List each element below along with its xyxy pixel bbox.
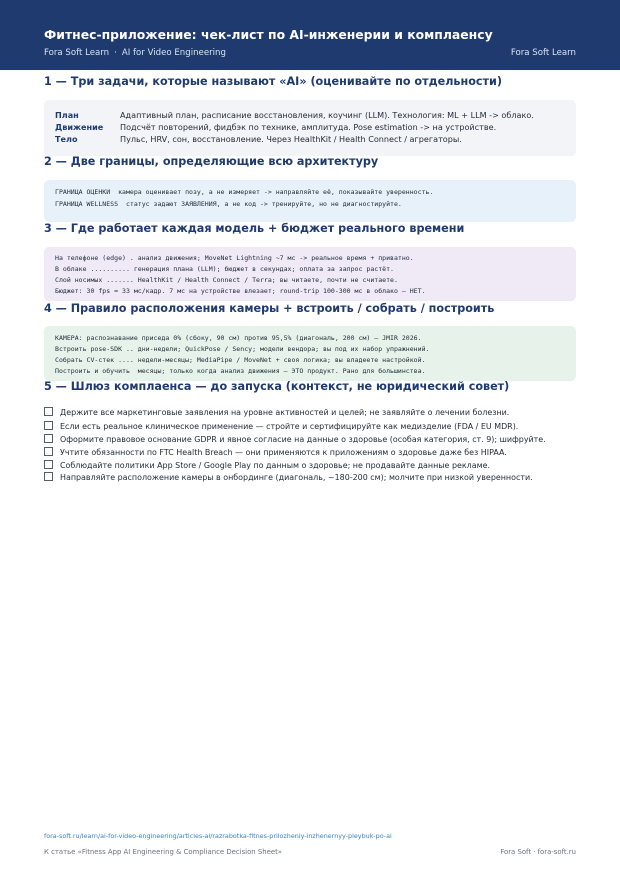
checklist-item-text: Учтите обязанности по FTC Health Breach — они применяются к приложениям о здоровье даже без HIPAA. [60, 448, 507, 457]
definition-row-movement [55, 122, 496, 132]
section-3-heading: 3 — Где работает каждая модель + бюджет реального времени [44, 222, 465, 235]
checkbox[interactable] [44, 472, 53, 481]
footer-brand: Fora Soft · fora-soft.ru [500, 848, 576, 856]
section-1-box [44, 100, 576, 156]
model-placement-line: На телефоне (edge) . анализ движения; MoveNet Lightning ~7 мс -> реальное время + приватно. [55, 254, 414, 262]
checklist-item[interactable] [44, 460, 490, 470]
header-brand: Fora Soft Learn [510, 48, 576, 58]
section-4-heading: 4 — Правило расположения камеры + встроить / собрать / построить [44, 302, 495, 315]
section-2-box [44, 180, 576, 222]
checkbox[interactable] [44, 434, 53, 443]
definition-desc: Адаптивный план, расписание восстановления, коучинг (LLM). Технология: ML + LLM -> облако. [120, 110, 534, 120]
boundary-line: ГРАНИЦА WELLNESS статус задают ЗАЯВЛЕНИЯ, а не код -> тренируйте, но не диагностируйте. [55, 200, 402, 208]
checklist-item[interactable] [44, 472, 533, 482]
checklist-item[interactable] [44, 407, 509, 417]
checklist-item[interactable] [44, 421, 518, 431]
page-title: Фитнес-приложение: чек-лист по AI-инженерии и комплаенсу [44, 27, 493, 42]
definition-term: План [55, 110, 79, 120]
checkbox[interactable] [44, 421, 53, 430]
header-subtitle [44, 48, 226, 58]
section-2-heading: 2 — Две границы, определяющие всю архитектуру [44, 155, 379, 168]
subtitle-separator: · [114, 48, 117, 58]
checklist-item-text: Соблюдайте политики App Store / Google Play по данным о здоровье; не продавайте данные рекламе. [60, 461, 491, 470]
definition-desc: Подсчёт повторений, фидбэк по технике, амплитуда. Pose estimation -> на устройстве. [120, 122, 497, 132]
checkbox[interactable] [44, 447, 53, 456]
section-4-box [44, 326, 576, 381]
checklist-item[interactable] [44, 447, 507, 457]
definition-term: Движение [55, 122, 104, 132]
checkbox[interactable] [44, 460, 53, 469]
checklist-item-text: Если есть реальное клиническое применение — стройте и сертифицируйте как медизделие (FDA / EU MDR). [60, 422, 519, 431]
footer-article-ref: К статье «Fitness App AI Engineering & Compliance Decision Sheet» [44, 848, 282, 856]
definition-row-plan [55, 110, 534, 120]
source-link[interactable]: fora-soft.ru/learn/ai-for-video-engineering/articles-ai/razrabotka-fitnes-prilozheniy-inzhenernyy-pleybuk-po-ai [44, 832, 392, 840]
checklist-item-text: Направляйте расположение камеры в онбординге (диагональ, ~180-200 см); молчите при низкой уверенности. [60, 473, 533, 482]
model-placement-line: Слой носимых ....... HealthKit / Health Connect / Terra; вы читаете, почти не считаете. [55, 276, 398, 284]
section-5-heading: 5 — Шлюз комплаенса — до запуска (контекст, не юридический совет) [44, 380, 510, 393]
page-header [0, 0, 620, 70]
section-1-heading: 1 — Три задачи, которые называют «AI» (оценивайте по отдельности) [44, 75, 502, 88]
section-3-box [44, 247, 576, 301]
boundary-line: ГРАНИЦА ОЦЕНКИ камера оценивает позу, а не измеряет -> направляйте её, показывайте уверенность. [55, 188, 434, 196]
subtitle-topic: AI for Video Engineering [121, 48, 226, 58]
definition-desc: Пульс, HRV, сон, восстановление. Через HealthKit / Health Connect / агрегаторы. [120, 134, 462, 144]
build-option-line: Встроить pose-SDK .. дни-недели; QuickPose / Sency; модели вендора; вы под их набор упражнений. [55, 345, 430, 353]
definition-row-body [55, 134, 462, 144]
checklist-item[interactable] [44, 434, 546, 444]
definition-term: Тело [55, 134, 78, 144]
camera-rule-line: КАМЕРА: распознавание приседа 0% (сбоку, 90 см) против 95,5% (диагональ, 200 см) — JMIR 2026. [55, 334, 422, 342]
build-option-line: Построить и обучить месяцы; только когда анализ движения — ЭТО продукт. Рано для большинства. [55, 367, 426, 375]
budget-line: Бюджет: 30 fps = 33 мс/кадр. 7 мс на устройстве влезает; round-trip 100-300 мс в облако — НЕТ. [55, 287, 426, 295]
build-option-line: Собрать CV-стек .... недели-месяцы; MediaPipe / MoveNet + своя логика; вы владеете настройкой. [55, 356, 426, 364]
checklist-item-text: Оформите правовое основание GDPR и явное согласие на данные о здоровье (особая категория, ст. 9); шифруйте. [60, 435, 546, 444]
subtitle-brand: Fora Soft Learn [44, 48, 110, 58]
checkbox[interactable] [44, 407, 53, 416]
checklist-item-text: Держите все маркетинговые заявления на уровне активностей и целей; не заявляйте о лечении болезни. [60, 408, 510, 417]
model-placement-line: В облаке .......... генерация плана (LLM); бюджет в секундах; оплата за запрос растёт. [55, 265, 394, 273]
